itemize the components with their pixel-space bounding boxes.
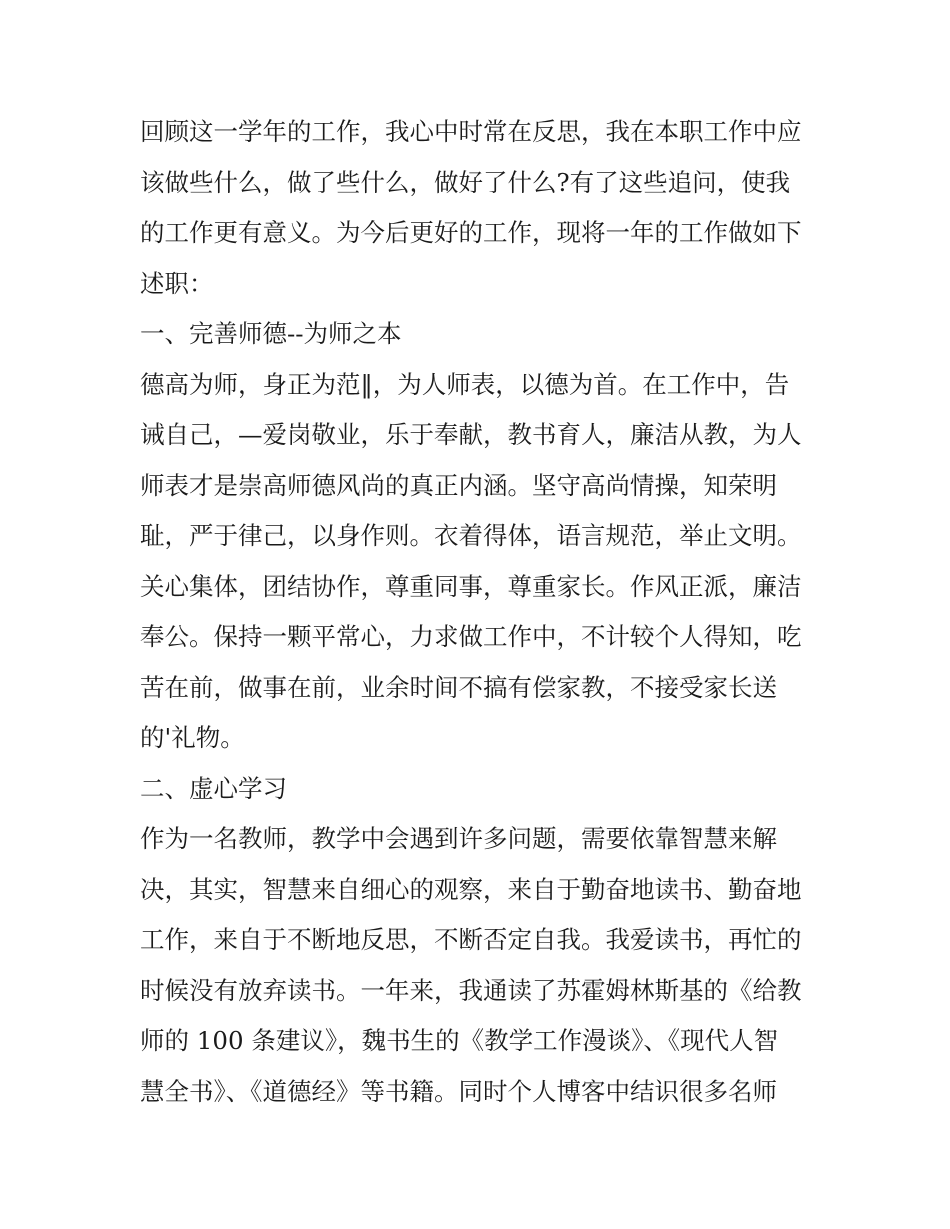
paragraph-line: 耻，严于律己，以身作则。衣着得体，语言规范，举止文明。 [140, 521, 802, 550]
paragraph-line: 工作，来自于不断地反思，不断否定自我。我爱读书，再忙的 [140, 925, 802, 954]
paragraph-line: 奉公。保持一颗平常心，力求做工作中，不计较个人得知，吃 [140, 622, 802, 651]
paragraph-line: 德高为师，身正为范‖，为人师表，以德为首。在工作中，告 [140, 369, 790, 399]
paragraph-line: 诫自己，—爱岗敬业，乐于奉献，教书育人，廉洁从教，为人 [140, 420, 802, 449]
paragraph-line: 慧全书》、《道德经》等书籍。同时个人博客中结识很多名师 [140, 1076, 777, 1106]
paragraph-line: 该做些什么，做了些什么，做好了什么?有了这些追问，使我 [140, 167, 791, 197]
paragraph-line: 关心集体，团结协作，尊重同事，尊重家长。作风正派，廉洁 [140, 571, 802, 601]
paragraph-line: 师的 100 条建议》，魏书生的《教学工作漫谈》、《现代人智 [140, 1026, 779, 1055]
paragraph-line: 决，其实，智慧来自细心的观察，来自于勤奋地读书、勤奋地 [140, 874, 802, 904]
paragraph-line: 的工作更有意义。为今后更好的工作，现将一年的工作做如下 [140, 218, 802, 247]
paragraph-line: 苦在前，做事在前，业余时间不搞有偿家教，不接受家长送 [140, 672, 777, 702]
section-heading: 二、虚心学习 [140, 773, 287, 803]
document-body [140, 107, 830, 1117]
paragraph-line: 回顾这一学年的工作，我心中时常在反思，我在本职工作中应 [140, 117, 802, 146]
paragraph-line: 作为一名教师，教学中会遇到许多问题，需要依靠智慧来解 [140, 824, 777, 853]
section-heading: 一、完善师德--为师之本 [140, 319, 402, 348]
paragraph-line: 述职： [140, 268, 214, 298]
paragraph-line: 师表才是崇高师德风尚的真正内涵。坚守高尚情操，知荣明 [140, 470, 777, 500]
paragraph-line: 的'礼物。 [140, 723, 245, 752]
paragraph-line: 时候没有放弃读书。一年来，我通读了苏霍姆林斯基的《给教 [140, 975, 802, 1005]
